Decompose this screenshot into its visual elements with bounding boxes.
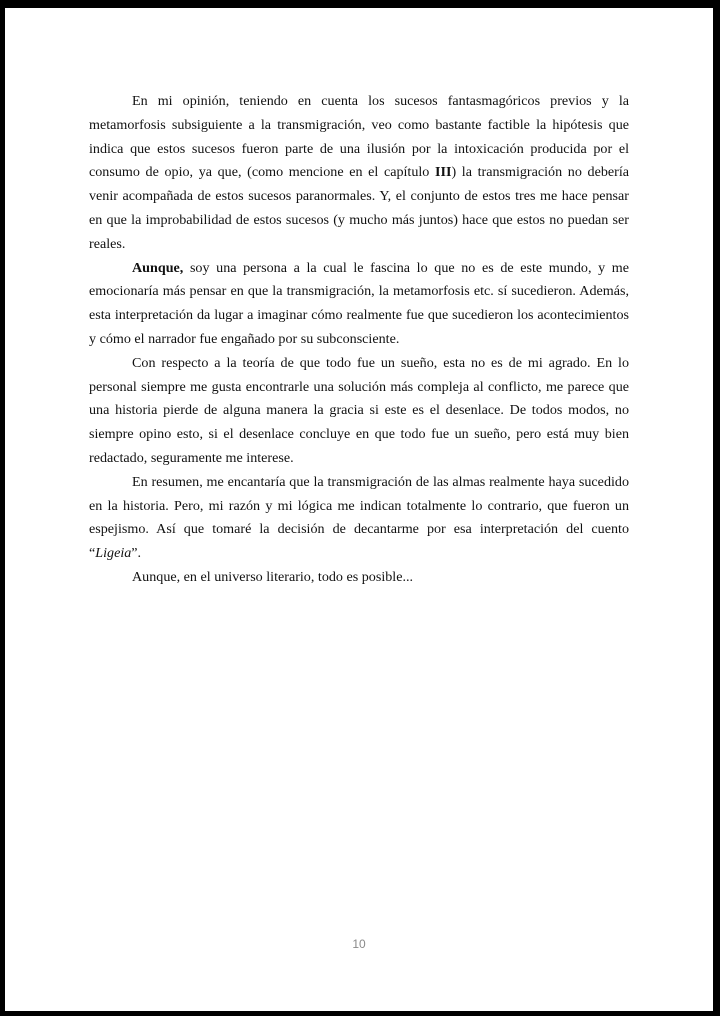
chapter-reference: III — [435, 164, 452, 181]
paragraph-aunque-lead: Aunque, — [132, 259, 184, 276]
document-page — [5, 8, 713, 1011]
paragraph-closing: Aunque, en el universo literario, todo es posible... — [132, 568, 414, 585]
paragraph-resumen-text-start: En resumen, me encantaría que la transmigración de las almas realmente haya sucedido en la historia. Pero, mi razón y mi lógica me indican totalmente lo contrario, que fueron un espejismo. Así que tomaré la decisión de decantarme por esa interpretación del cuento “ — [89, 473, 629, 562]
paragraph-aunque-text: soy una persona a la cual le fascina lo que no es de este mundo, y me emocionaría más pensar en que la transmigración, la metamorfosis etc. sí sucedieron. Además, esta interpretación da lugar a imaginar cómo realmente fue que sucedieron los acontecimientos y cómo el narrador fue engañado por su subconsciente. — [89, 259, 629, 347]
paragraph-aunque — [89, 257, 629, 352]
paragraph-opinion-text-end: ) la transmigración no debería venir acompañada de estos sucesos paranormales. Y, el conjunto de estos tres me hace pensar en que la improbabilidad de estos sucesos (y mucho más juntos) hace que estos no puedan ser reales. — [89, 164, 629, 252]
paragraph-resumen — [89, 471, 629, 566]
paragraph-opinion — [89, 90, 629, 257]
paragraph-opinion-text-start: En mi opinión, teniendo en cuenta los sucesos fantasmagóricos previos y la metamorfosis subsiguiente a la transmigración, veo como bastante factible la hipótesis que indica que estos sucesos fueron parte de una ilusión por la intoxicación producida por el consumo de opio, ya que, (como mencione en el capítulo — [89, 93, 629, 181]
page-number: 10 — [352, 937, 366, 951]
paragraph-sueno: Con respecto a la teoría de que todo fue un sueño, esta no es de mi agrado. En lo personal siempre me gusta encontrarle una solución más compleja al conflicto, me parece que una historia pierde de alguna manera la gracia si este es el desenlace. De todos modos, no siempre opino esto, si el desenlace concluye en que todo fue un sueño, pero está muy bien redactado, seguramente me interese. — [89, 354, 629, 466]
body-text — [89, 90, 629, 590]
paragraph-resumen-text-end: ”. — [131, 545, 142, 562]
story-title: Ligeia — [95, 545, 132, 562]
